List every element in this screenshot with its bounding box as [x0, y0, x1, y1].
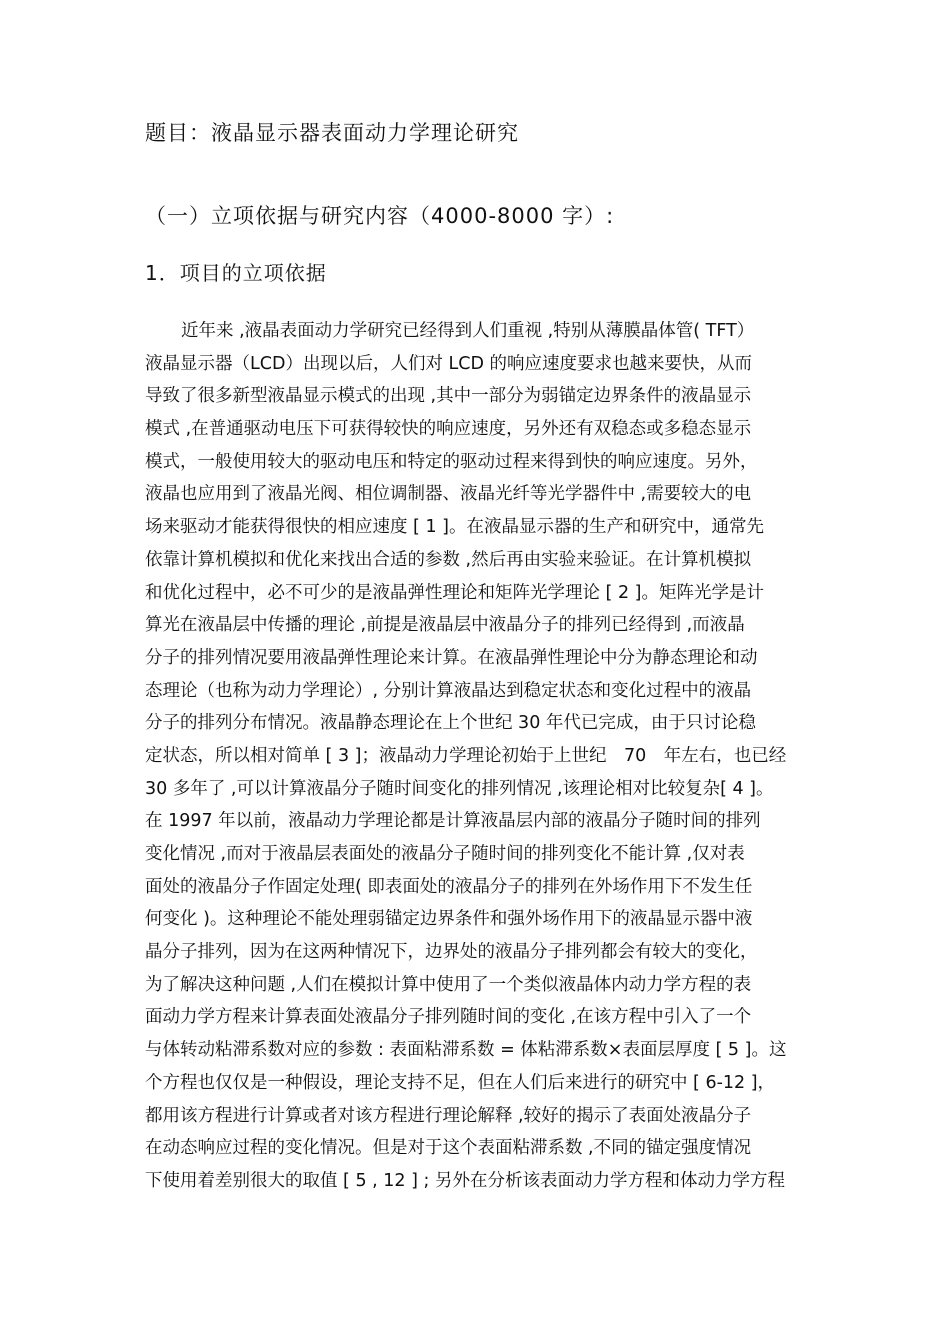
paragraph-line: 场来驱动才能获得很快的相应速度 [ 1 ]。在液晶显示器的生产和研究中，通常先 — [145, 517, 764, 538]
paragraph-line: 何变化 )。这种理论不能处理弱锚定边界条件和强外场作用下的液晶显示器中液 — [145, 909, 753, 930]
paragraph-line: 30 多年了 ,可以计算液晶分子随时间变化的排列情况 ,该理论相对比较复杂[ 4 ]。 — [145, 778, 774, 799]
paragraph-line: 定状态，所以相对简单 [ 3 ]；液晶动力学理论初始于上世纪 70 年左右，也已经 — [145, 745, 787, 766]
paragraph-line: 与体转动粘滞系数对应的参数 : 表面粘滞系数 = 体粘滞系数×表面层厚度 [ 5 ]。这 — [145, 1040, 787, 1061]
paragraph-line: 和优化过程中，必不可少的是液晶弹性理论和矩阵光学理论 [ 2 ]。矩阵光学是计 — [145, 582, 764, 603]
paragraph-line: 近年来 ,液晶表面动力学研究已经得到人们重视 ,特别从薄膜晶体管( TFT） — [181, 321, 755, 341]
body-paragraph — [145, 315, 817, 1198]
paragraph-line: 面处的液晶分子作固定处理( 即表面处的液晶分子的排列在外场作用下不发生任 — [145, 876, 753, 897]
document-title: 题目：液晶显示器表面动力学理论研究 — [145, 121, 519, 145]
paragraph-line: 下使用着差别很大的取值 [ 5 , 12 ] ; 另外在分析该表面动力学方程和体动力学方程 — [145, 1170, 785, 1191]
paragraph-line: 变化情况 ,而对于液晶层表面处的液晶分子随时间的排列变化不能计算 ,仅对表 — [145, 844, 745, 864]
paragraph-line: 导致了很多新型液晶显示模式的出现 ,其中一部分为弱锚定边界条件的液晶显示 — [145, 386, 752, 407]
paragraph-line: 个方程也仅仅是一种假设，理论支持不足，但在人们后来进行的研究中 [ 6-12 ]， — [145, 1072, 776, 1093]
paragraph-line: 都用该方程进行计算或者对该方程进行理论解释 ,较好的揭示了表面处液晶分子 — [145, 1105, 752, 1126]
section-heading: （一）立项依据与研究内容（4000-8000 字）: — [145, 204, 615, 228]
sub-heading: 1．项目的立项依据 — [145, 261, 327, 285]
paragraph-line: 依靠计算机模拟和优化来找出合适的参数 ,然后再由实验来验证。在计算机模拟 — [145, 549, 752, 570]
paragraph-line: 模式 ,在普通驱动电压下可获得较快的响应速度，另外还有双稳态或多稳态显示 — [145, 419, 752, 440]
paragraph-line: 为了解决这种问题 ,人们在模拟计算中使用了一个类似液晶体内动力学方程的表 — [145, 974, 752, 995]
paragraph-line: 算光在液晶层中传播的理论 ,前提是液晶层中液晶分子的排列已经得到 ,而液晶 — [145, 615, 745, 636]
paragraph-line: 面动力学方程来计算表面处液晶分子排列随时间的变化 ,在该方程中引入了一个 — [145, 1007, 752, 1028]
paragraph-line: 液晶也应用到了液晶光阀、相位调制器、液晶光纤等光学器件中 ,需要较大的电 — [145, 484, 752, 505]
paragraph-line: 分子的排列分布情况。液晶静态理论在上个世纪 30 年代已完成，由于只讨论稳 — [145, 713, 756, 734]
paragraph-line: 晶分子排列，因为在这两种情况下，边界处的液晶分子排列都会有较大的变化， — [145, 942, 758, 963]
paragraph-line: 液晶显示器（LCD）出现以后，人们对 LCD 的响应速度要求也越来要快，从而 — [145, 353, 753, 374]
paragraph-line: 态理论（也称为动力学理论）, 分别计算液晶达到稳定状态和变化过程中的液晶 — [145, 680, 752, 701]
paragraph-line: 在动态响应过程的变化情况。但是对于这个表面粘滞系数 ,不同的锚定强度情况 — [145, 1138, 752, 1159]
paragraph-line: 分子的排列情况要用液晶弹性理论来计算。在液晶弹性理论中分为静态理论和动 — [145, 647, 758, 668]
paragraph-line: 在 1997 年以前，液晶动力学理论都是计算液晶层内部的液晶分子随时间的排列 — [145, 811, 761, 832]
paragraph-line: 模式，一般使用较大的驱动电压和特定的驱动过程来得到快的响应速度。另外， — [145, 451, 758, 472]
